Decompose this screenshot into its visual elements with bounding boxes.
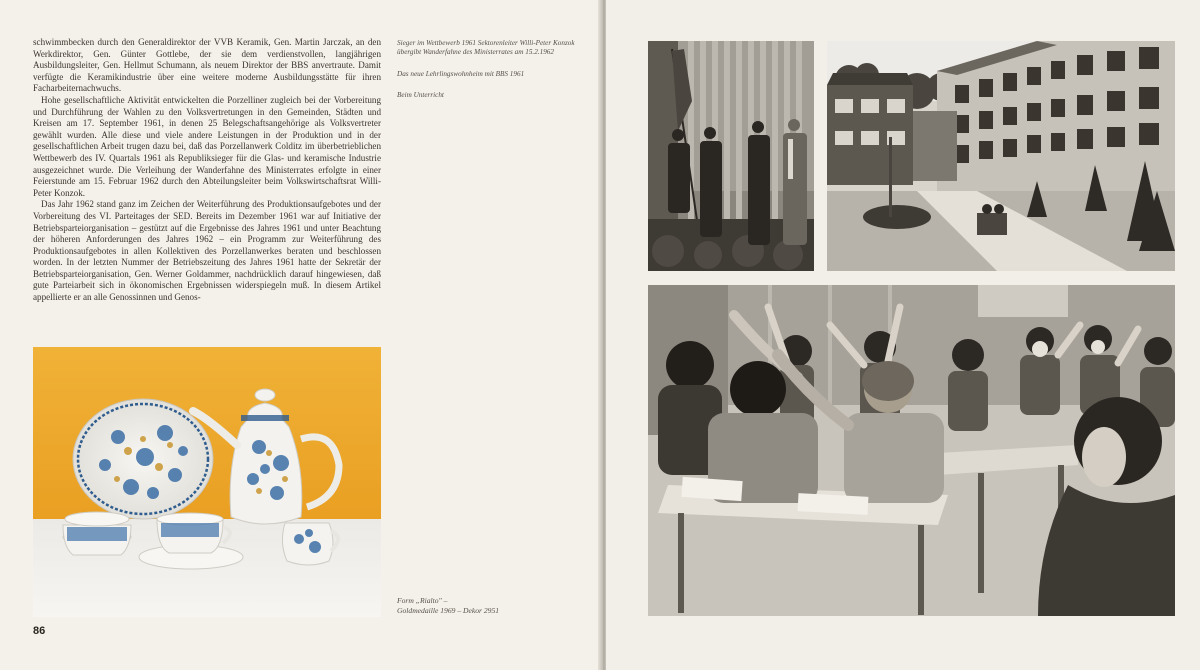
paragraph: schwimmbecken durch den Generaldirektor der VVB Keramik, Gen. Martin Jarczak, an den Werkdirektor, Gen. Günter Gottlebe, der sie dem verdienstvollen, langjährigen Ausbildungsleiter, Gen. Hellmut Schumann, als neuem Direktor der BBS anvertraute. Damit verfügte die Keramikindustrie über eine weitere moderne Ausbildungsstätte für ihren Facharbeiternachwuchs. bbox=[33, 37, 381, 94]
caption-line: Form „Rialto" – bbox=[397, 596, 448, 605]
right-page bbox=[606, 0, 1200, 670]
caption-classroom: Beim Unterricht bbox=[397, 91, 444, 100]
caption-award: Sieger im Wettbewerb 1961 Sektorenleiter Willi-Peter Konzok übergibt Wanderfahne des Ministerrates am 15.2.1962 bbox=[397, 39, 575, 57]
photo-captions bbox=[397, 39, 597, 113]
caption-dormitory: Das neue Lehrlingswohnheim mit BBS 1961 bbox=[397, 69, 525, 78]
dormitory-photo bbox=[827, 41, 1175, 271]
award-ceremony-photo bbox=[648, 41, 814, 271]
body-text bbox=[33, 37, 381, 304]
caption-line: Goldmedaille 1969 – Dekor 2951 bbox=[397, 606, 500, 615]
paragraph: Das Jahr 1962 stand ganz im Zeichen der Weiterführung des Produktionsaufgebotes und der Vorbereitung des VI. Parteitages der SED. Bereits im Dezember 1961 war auf Initiative der Betriebsparteiorganisation – gestützt auf die Ergebnisse des Jahres 1961 und unter Beachtung der höheren Anforderungen des Jahres 1962 – ein Programm zur Weiterführung des Produktionsaufgebotes in allen Kollektiven des Porzellanwerkes beraten und beschlossen worden. In der letzten Nummer der Betriebszeitung des Jahres 1961 hatte der Sekretär der Betriebsparteiorganisation, Gen. Werner Goldammer, nachdrücklich darauf hingewiesen, daß gute Parteiarbeit sich in ökonomischen Ergebnissen widerspiegeln muß. In diesem Artikel appellierte er an alle Genossinnen und Genos- bbox=[33, 199, 381, 303]
classroom-photo bbox=[648, 285, 1175, 616]
paragraph: Hohe gesellschaftliche Aktivität entwickelten die Porzelliner zugleich bei der Vorbereitung und Durchführung der Wahlen zu den Volksvertretungen in den Gemeinden, Städten und Kreisen am 17. September 1961, in denen 25 Belegschaftsangehörige als Volksvertreter gewählt wurden. Alle diese und viele andere Leistungen in der Produktion und in der gesellschaftlichen Arbeit trugen dazu bei, daß das Porzellanwerk Colditz im überbetrieblichen Wettbewerb des IV. Quartals 1961 als Republiksieger für die Glas- und keramische Industrie ausgezeichnet wurde. Die Verleihung der Wanderfahne des Ministerrates erfolgte in einer Feierstunde am 15. Februar 1962 durch den Abteilungsleiter beim Volkswirtschaftsrat Willi-Peter Konzok. bbox=[33, 94, 381, 198]
porcelain-caption bbox=[397, 596, 597, 616]
porcelain-photo bbox=[33, 347, 381, 617]
page-number: 86 bbox=[33, 625, 46, 637]
